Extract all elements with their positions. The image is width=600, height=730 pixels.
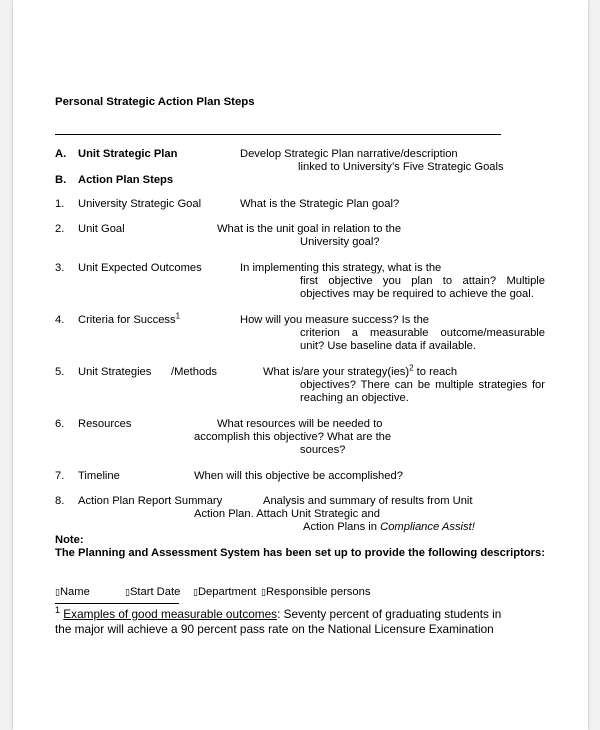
document-page [13, 0, 588, 730]
step-name-cont: /Methods [171, 366, 218, 378]
step-question: Action Plans in [303, 521, 381, 533]
descriptor-item: ▯Responsible persons [261, 586, 371, 598]
step-number: 8. [55, 495, 65, 507]
section-a-name: Unit Strategic Plan [78, 148, 178, 160]
step-number: 3. [55, 262, 65, 274]
step-number: 6. [55, 418, 65, 430]
step-question: objectives may be required to achieve the goal. [300, 288, 534, 300]
step-name: Unit Goal [78, 223, 125, 235]
step-question: sources? [300, 444, 346, 456]
descriptor-item: ▯Name [55, 586, 90, 598]
step-name: Action Plan Report Summary [78, 495, 223, 507]
step-question: When will this objective be accomplished? [194, 470, 403, 482]
descriptor-item: ▯Start Date [125, 586, 181, 598]
title-divider [55, 134, 501, 135]
footnote-text: : Seventy percent of graduating students in [277, 607, 502, 621]
step-number: 2. [55, 223, 65, 235]
step-question: What is the Strategic Plan goal? [240, 198, 400, 210]
step-question: criterion a measurable outcome/measurable [300, 327, 545, 339]
footnote-link-text: Examples of good measurable outcomes [63, 607, 278, 621]
step-question: What is the unit goal in relation to the [217, 223, 402, 235]
compliance-assist-name: Compliance Assist! [380, 521, 475, 533]
step-question: University goal? [300, 236, 380, 248]
step-name: Resources [78, 418, 132, 430]
step-question: reaching an objective. [300, 392, 409, 404]
step-number: 4. [55, 314, 65, 326]
document-title: Personal Strategic Action Plan Steps [55, 96, 255, 108]
step-number: 7. [55, 470, 65, 482]
footnote-separator [55, 603, 179, 604]
step-question: objectives? There can be multiple strategies for [300, 379, 545, 391]
step-question: unit? Use baseline data if available. [300, 340, 477, 352]
step-name: Timeline [78, 470, 120, 482]
note-text: The Planning and Assessment System has been set up to provide the following descriptors: [55, 547, 545, 559]
footnote-text-line2: the major will achieve a 90 percent pass rate on the National Licensure Examination [55, 622, 494, 636]
step-question-tail: to reach [413, 366, 458, 378]
step-number: 1. [55, 198, 65, 210]
step-question: Action Plan. Attach Unit Strategic and [194, 508, 380, 520]
section-a-desc-line1: Develop Strategic Plan narrative/description [240, 148, 458, 160]
step-number: 5. [55, 366, 65, 378]
step-question: accomplish this objective? What are the [194, 431, 392, 443]
step-name: University Strategic Goal [78, 198, 202, 210]
step-question: first objective you plan to attain? Multiple [300, 275, 545, 287]
descriptor-label: Name [59, 586, 90, 598]
descriptor-label: Department [197, 586, 257, 598]
step-question: Analysis and summary of results from Unit [263, 495, 473, 507]
descriptor-label: Responsible persons [265, 586, 371, 598]
note-heading: Note: [55, 534, 84, 546]
step-question: In implementing this strategy, what is the [240, 262, 442, 274]
footnote [55, 607, 545, 622]
step-question: How will you measure success? Is the [240, 314, 430, 326]
step-name: Unit Expected Outcomes [78, 262, 202, 274]
section-a-label: A. [55, 148, 67, 160]
step-question: What resources will be needed to [217, 418, 383, 430]
footnote-marker: 1 [55, 605, 61, 616]
section-b-label: B. [55, 174, 67, 186]
footnote-ref: 2 [409, 363, 414, 373]
section-b-name: Action Plan Steps [78, 174, 174, 186]
step-name: Criteria for Success [78, 314, 176, 326]
step-name: Unit Strategies [78, 366, 152, 378]
section-a-desc-line2: linked to University’s Five Strategic Goals [298, 161, 504, 173]
footnote-ref: 1 [175, 311, 181, 321]
descriptor-label: Start Date [129, 586, 181, 598]
descriptor-item: ▯Department [193, 586, 257, 598]
step-question: What is/are your strategy(ies) [263, 366, 410, 378]
